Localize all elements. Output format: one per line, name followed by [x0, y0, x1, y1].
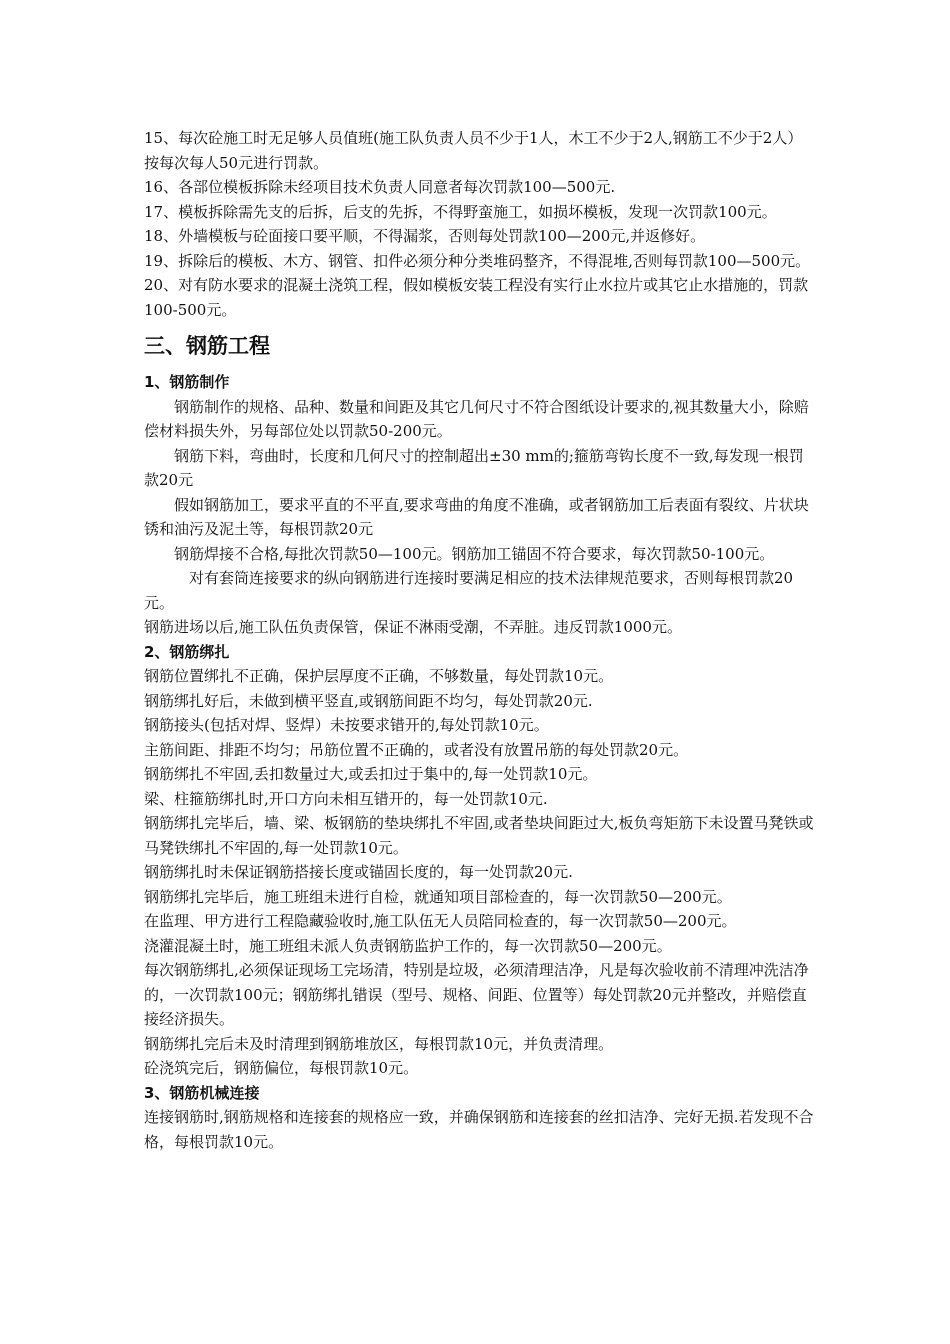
binding-item: 在监理、甲方进行工程隐藏验收时,施工队伍无人员陪同检查的，每一次罚款50—200元。 [144, 912, 737, 930]
subheading-mechanical-connection: 3、钢筋机械连接 [144, 1083, 260, 1102]
clause-16: 16、各部位模板拆除未经项目技术负责人同意者每次罚款100—500元. [144, 178, 616, 196]
binding-item: 钢筋绑扎不牢固,丢扣数量过大,或丢扣过于集中的,每一处罚款10元。 [144, 765, 598, 783]
subheading-rebar-binding: 2、钢筋绑扎 [144, 642, 230, 661]
fabrication-para-3: 假如钢筋加工，要求平直的不平直,要求弯曲的角度不准确，或者钢筋加工后表面有裂纹、片状块锈和油污及泥土等，每根罚款20元 [144, 495, 809, 538]
binding-item: 钢筋位置绑扎不正确，保护层厚度不正确，不够数量，每处罚款10元。 [144, 667, 614, 685]
binding-item: 每次钢筋绑扎,必须保证现场工完场清，特别是垃圾，必须清理洁净，凡是每次验收前不清理冲洗洁净的，一次罚款100元；钢筋绑扎错误（型号、规格、间距、位置等）每处罚款20元并整改，并赔偿直接经济损失。 [144, 961, 809, 1028]
clause-20: 20、对有防水要求的混凝土浇筑工程，假如模板安装工程没有实行止水拉片或其它止水措施的，罚款100-500元。 [144, 276, 809, 319]
connection-item: 连接钢筋时,钢筋规格和连接套的规格应一致，并确保钢筋和连接套的丝扣洁净、完好无损.若发现不合格，每根罚款10元。 [144, 1108, 814, 1151]
document-page [144, 126, 816, 1154]
clause-18: 18、外墙模板与砼面接口要平顺，不得漏浆，否则每处罚款100—200元,并返修好。 [144, 227, 706, 245]
binding-item: 主筋间距、排距不均匀；吊筋位置不正确的，或者没有放置吊筋的每处罚款20元。 [144, 740, 689, 759]
binding-item: 钢筋接头(包括对焊、竖焊）未按要求错开的,每处罚款10元。 [144, 716, 549, 734]
binding-item: 砼浇筑完后，钢筋偏位，每根罚款10元。 [144, 1059, 419, 1077]
binding-item: 钢筋绑扎完毕后，墙、梁、板钢筋的垫块绑扎不牢固,或者垫块间距过大,板负弯矩筋下未设置马凳铁或马凳铁绑扎不牢固的,每一处罚款10元。 [144, 814, 814, 857]
clause-19: 19、拆除后的模板、木方、钢管、扣件必须分种分类堆码整齐，不得混堆,否则每罚款100—500元。 [144, 251, 811, 270]
clause-17: 17、模板拆除需先支的后拆，后支的先拆，不得野蛮施工，如损坏模板，发现一次罚款100元。 [144, 202, 777, 221]
binding-item: 钢筋绑扎时未保证钢筋搭接长度或锚固长度的，每一处罚款20元. [144, 863, 573, 881]
clause-15: 15、每次砼施工时无足够人员值班(施工队负责人员不少于1人，木工不少于2人,钢筋工不少于2人）按每次每人50元进行罚款。 [144, 129, 803, 172]
binding-item: 钢筋绑扎完后未及时清理到钢筋堆放区，每根罚款10元，并负责清理。 [144, 1034, 614, 1053]
binding-item: 梁、柱箍筋绑扎时,开口方向未相互错开的，每一处罚款10元. [144, 789, 548, 808]
fabrication-para-4: 钢筋焊接不合格,每批次罚款50—100元。钢筋加工锚固不符合要求，每次罚款50-100元。 [174, 544, 775, 563]
fabrication-para-2: 钢筋下料，弯曲时，长度和几何尺寸的控制超出±30 mm的;箍筋弯钩长度不一致,每发现一根罚款20元 [144, 446, 804, 489]
fabrication-para-6: 钢筋进场以后,施工队伍负责保管，保证不淋雨受潮，不弄脏。违反罚款1000元。 [144, 618, 682, 636]
section-heading-rebar: 三、钢筋工程 [144, 334, 270, 358]
fabrication-para-1: 钢筋制作的规格、品种、数量和间距及其它几何尺寸不符合图纸设计要求的,视其数量大小，除赔偿材料损失外，另每部位处以罚款50-200元。 [144, 397, 809, 440]
binding-item: 钢筋绑扎好后，未做到横平竖直,或钢筋间距不均匀，每处罚款20元. [144, 691, 593, 710]
binding-item: 钢筋绑扎完毕后，施工班组未进行自检，就通知项目部检查的，每一次罚款50—200元。 [144, 887, 732, 906]
binding-item: 浇灌混凝土时，施工班组未派人负责钢筋监护工作的，每一次罚款50—200元。 [144, 936, 672, 955]
subheading-rebar-fabrication: 1、钢筋制作 [144, 373, 230, 391]
fabrication-para-5: 对有套筒连接要求的纵向钢筋进行连接时要满足相应的技术法律规范要求，否则每根罚款20元。 [144, 569, 794, 612]
